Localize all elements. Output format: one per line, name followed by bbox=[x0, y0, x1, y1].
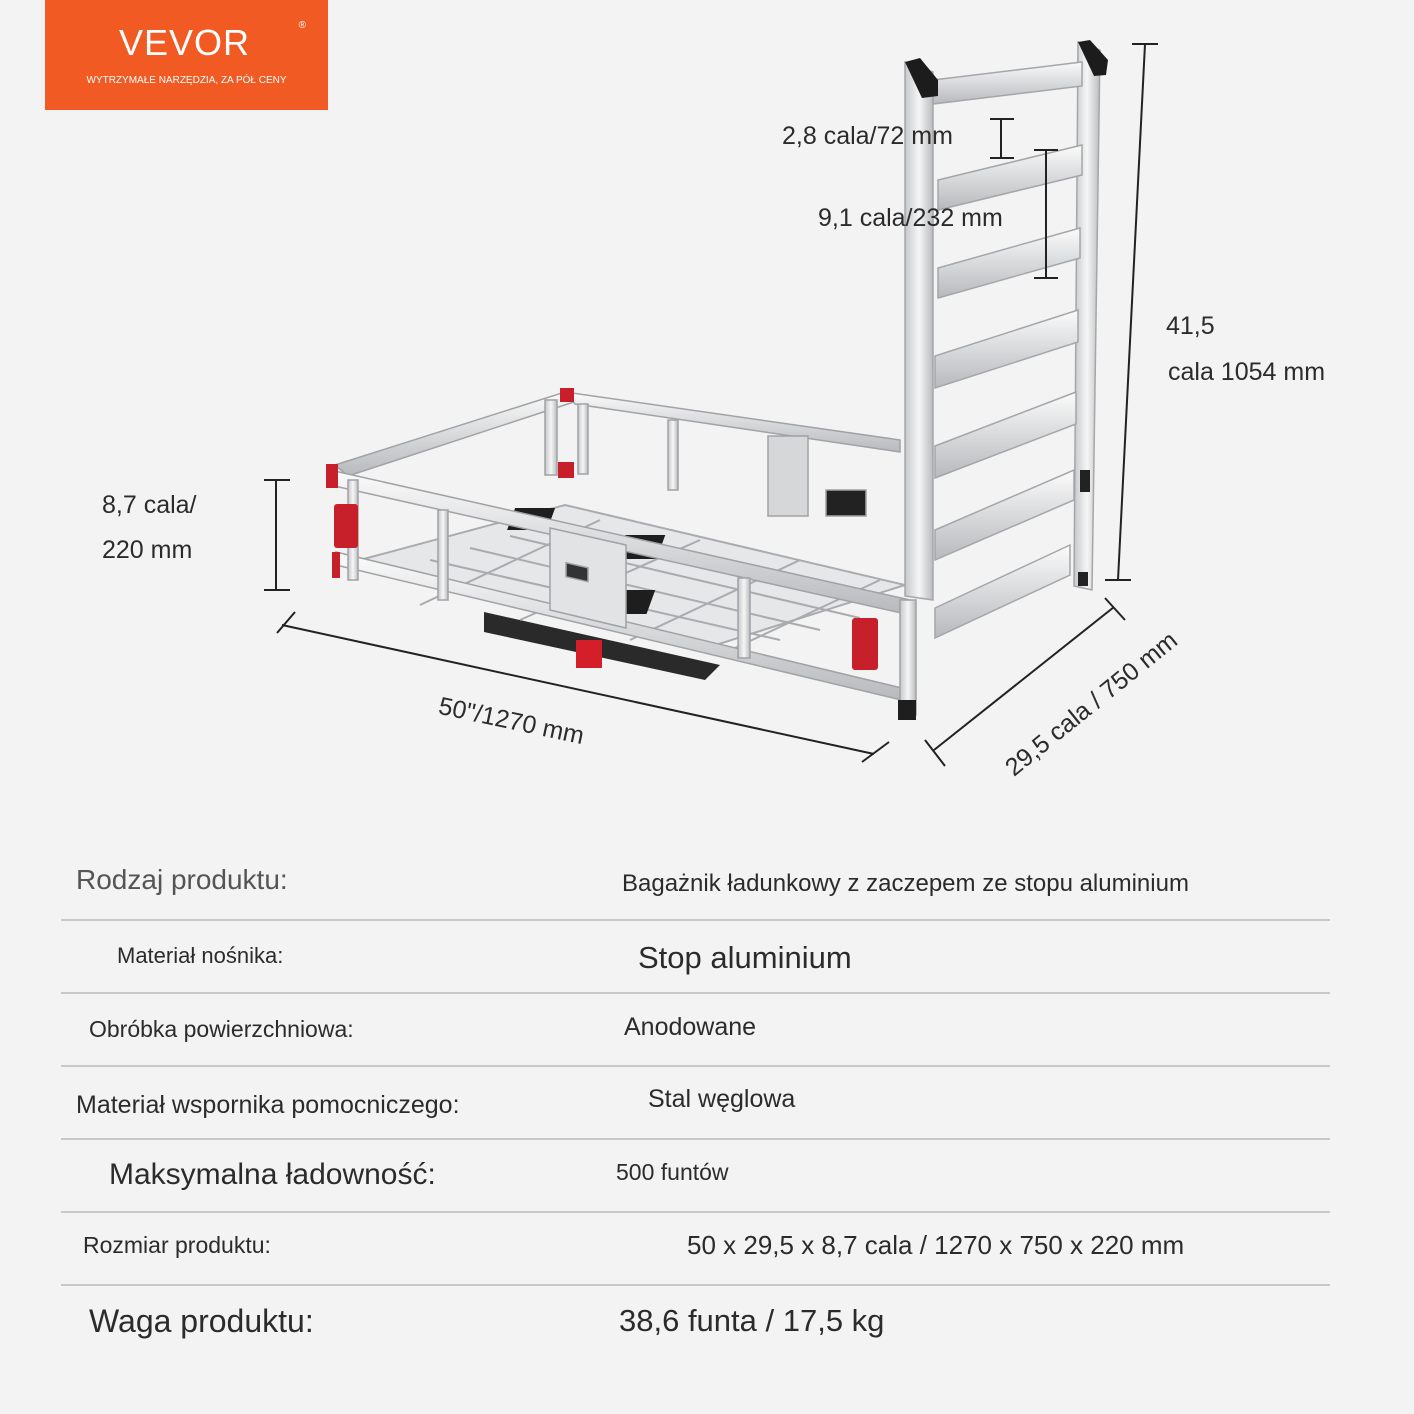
spec-label: Maksymalna ładowność: bbox=[109, 1158, 436, 1191]
spec-label: Rozmiar produktu: bbox=[83, 1232, 271, 1258]
brand-name: VEVOR bbox=[119, 22, 251, 63]
basket-height-unit: 220 mm bbox=[102, 536, 193, 564]
total-height-unit: cala 1054 mm bbox=[1168, 358, 1326, 386]
corner-cap bbox=[898, 700, 916, 720]
width-dimension: 29,5 cala / 750 mm bbox=[1000, 626, 1183, 782]
spec-value: Stal węglowa bbox=[648, 1085, 796, 1113]
spec-row-product-size bbox=[61, 1213, 1330, 1286]
length-dimension: 50"/1270 mm bbox=[436, 692, 587, 751]
basket-height-value: 8,7 cala/ bbox=[102, 491, 197, 519]
ladder-gap-dimension: 2,8 cala/72 mm bbox=[782, 122, 953, 150]
spec-row-surface-treatment bbox=[61, 994, 1330, 1067]
spec-row-product-weight bbox=[61, 1286, 1330, 1357]
spec-label: Materiał wspornika pomocniczego: bbox=[76, 1091, 460, 1119]
spec-label: Materiał nośnika: bbox=[117, 943, 284, 968]
brand-tagline: WYTRZYMAŁE NARZĘDZIA, ZA PÓŁ CENY bbox=[86, 75, 287, 86]
spec-value: 38,6 funta / 17,5 kg bbox=[619, 1303, 885, 1338]
spec-row-carrier-material bbox=[61, 921, 1330, 994]
spec-row-max-load bbox=[61, 1140, 1330, 1213]
registered-mark: ® bbox=[298, 20, 306, 31]
specification-table bbox=[61, 848, 1330, 1357]
spec-value: 500 funtów bbox=[616, 1159, 729, 1185]
spec-value: Anodowane bbox=[624, 1013, 757, 1041]
spec-label: Rodzaj produktu: bbox=[76, 864, 288, 895]
total-height-value: 41,5 bbox=[1166, 312, 1215, 340]
spec-value: Bagażnik ładunkowy z zaczepem ze stopu aluminium bbox=[622, 870, 1189, 897]
spec-row-product-type bbox=[61, 848, 1330, 921]
spec-value: 50 x 29,5 x 8,7 cala / 1270 x 750 x 220 mm bbox=[687, 1230, 1185, 1260]
spec-label: Obróbka powierzchniowa: bbox=[89, 1016, 354, 1042]
spec-row-support-material bbox=[61, 1067, 1330, 1140]
spec-label: Waga produktu: bbox=[89, 1303, 314, 1339]
slat-spacing-dimension: 9,1 cala/232 mm bbox=[818, 204, 1003, 232]
dimension-lines bbox=[264, 44, 1158, 766]
spec-value: Stop aluminium bbox=[638, 940, 852, 975]
